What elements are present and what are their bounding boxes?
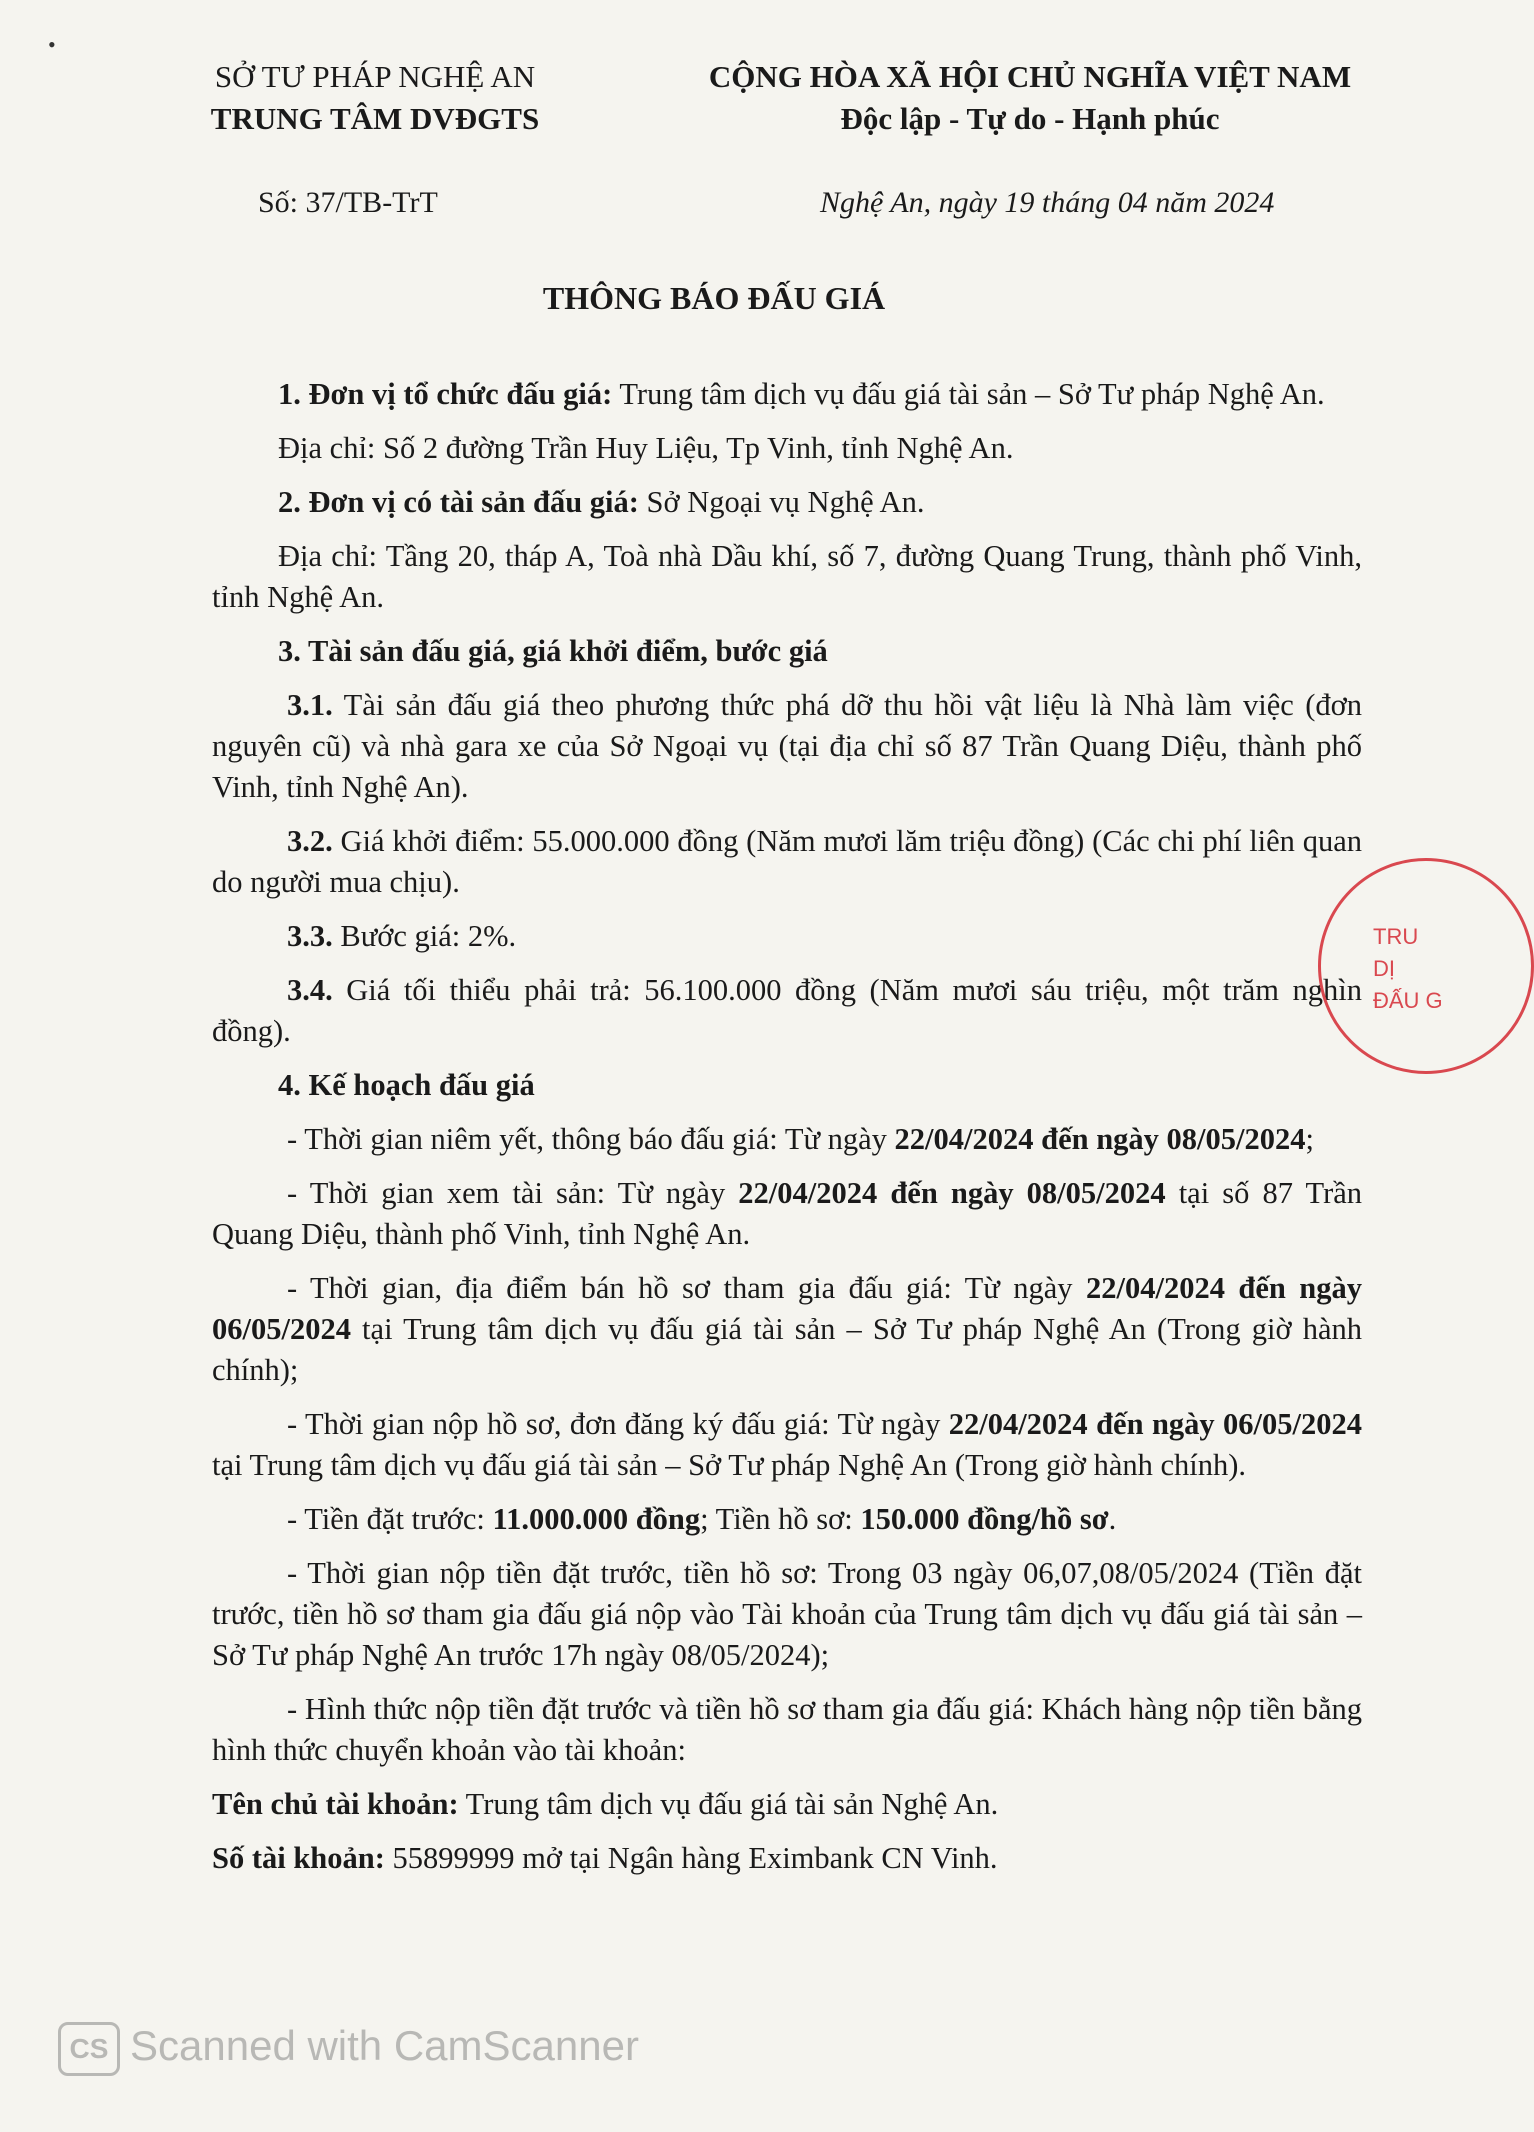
section-3-3-label: 3.3.	[287, 919, 333, 953]
section-3-2	[212, 821, 1362, 903]
document-title: THÔNG BÁO ĐẤU GIÁ	[542, 280, 886, 316]
plan-item-payment-method: - Hình thức nộp tiền đặt trước và tiền hồ sơ tham gia đấu giá: Khách hàng nộp tiền bằng hình thức chuyển khoản vào tài khoản:	[212, 1692, 1362, 1767]
section-1-label: 1. Đơn vị tổ chức đấu giá:	[278, 377, 613, 411]
section-3-1	[212, 685, 1362, 808]
seal-text	[1373, 921, 1443, 1017]
section-4-heading: 4. Kế hoạch đấu giá	[278, 1068, 535, 1102]
plan-item-text: - Tiền đặt trước:	[287, 1502, 493, 1536]
scan-mark: •	[48, 32, 56, 57]
plan-item-dates: 22/04/2024 đến ngày 06/05/2024	[948, 1407, 1362, 1441]
section-3-4-text: Giá tối thiểu phải trả: 56.100.000 đồng (Năm mươi sáu triệu, một trăm nghìn đồng).	[212, 973, 1362, 1048]
section-3-4	[212, 970, 1362, 1052]
issuer-department: SỞ TƯ PHÁP NGHỆ AN	[214, 59, 536, 94]
plan-item-text: - Thời gian niêm yết, thông báo đấu giá: Từ ngày	[287, 1122, 895, 1156]
account-name-value: Trung tâm dịch vụ đấu giá tài sản Nghệ An.	[458, 1787, 999, 1821]
plan-item-text: tại Trung tâm dịch vụ đấu giá tài sản – Sở Tư pháp Nghệ An (Trong giờ hành chính).	[212, 1448, 1247, 1482]
plan-item-dossier-sale	[212, 1268, 1362, 1391]
plan-item-viewing	[212, 1173, 1362, 1255]
section-3-2-label: 3.2.	[287, 824, 333, 858]
issuer-center: TRUNG TÂM DVĐGTS	[210, 101, 540, 136]
section-2	[212, 482, 1362, 523]
camscanner-logo-icon: CS	[58, 2022, 120, 2076]
national-title: CỘNG HÒA XÃ HỘI CHỦ NGHĨA VIỆT NAM	[708, 59, 1352, 94]
dossier-fee: 150.000 đồng/hồ sơ	[860, 1502, 1109, 1536]
account-name-label: Tên chủ tài khoản:	[212, 1787, 459, 1821]
account-name	[212, 1784, 1362, 1825]
plan-item-text: ;	[1305, 1122, 1314, 1156]
section-3-1-text: Tài sản đấu giá theo phương thức phá dỡ thu hồi vật liệu là Nhà làm việc (đơn nguyên cũ) và nhà gara xe của Sở Ngoại vụ (tại địa chỉ số 87 Trần Quang Diệu, thành phố Vinh, tỉnh Nghệ An).	[212, 688, 1362, 804]
plan-item-text: - Thời gian xem tài sản: Từ ngày	[287, 1176, 739, 1210]
section-3-3	[212, 916, 1362, 957]
section-1-address: Địa chỉ: Số 2 đường Trần Huy Liệu, Tp Vinh, tỉnh Nghệ An.	[278, 431, 1014, 465]
plan-item-text: - Thời gian, địa điểm bán hồ sơ tham gia đấu giá: Từ ngày	[287, 1271, 1086, 1305]
plan-item-text: .	[1108, 1502, 1117, 1536]
seal-line: TRU	[1373, 924, 1419, 949]
plan-item-dates: 22/04/2024 đến ngày 08/05/2024	[894, 1122, 1306, 1156]
section-3-heading: 3. Tài sản đấu giá, giá khởi điểm, bước giá	[278, 634, 828, 668]
section-2-text: Sở Ngoại vụ Nghệ An.	[638, 485, 925, 519]
section-1-text: Trung tâm dịch vụ đấu giá tài sản – Sở Tư pháp Nghệ An.	[612, 377, 1325, 411]
section-3-2-text: Giá khởi điểm: 55.000.000 đồng (Năm mươi lăm triệu đồng) (Các chi phí liên quan do người mua chịu).	[212, 824, 1362, 899]
scanner-watermark	[58, 2022, 639, 2076]
section-3-4-label: 3.4.	[287, 973, 333, 1007]
plan-item-deposit	[212, 1499, 1362, 1540]
document-body	[212, 374, 1362, 1892]
plan-item-dates: 22/04/2024 đến ngày 06/05/2024	[212, 1271, 1362, 1346]
plan-item-text: - Thời gian nộp hồ sơ, đơn đăng ký đấu giá: Từ ngày	[287, 1407, 949, 1441]
deposit-amount: 11.000.000 đồng	[492, 1502, 701, 1536]
account-number	[212, 1838, 1362, 1879]
plan-item-text: ; Tiền hồ sơ:	[700, 1502, 861, 1536]
plan-item-text: tại số 87 Trần Quang Diệu, thành phố Vinh, tỉnh Nghệ An.	[212, 1176, 1363, 1251]
section-3-1-label: 3.1.	[287, 688, 333, 722]
plan-item-text: tại Trung tâm dịch vụ đấu giá tài sản – Sở Tư pháp Nghệ An (Trong giờ hành chính);	[212, 1312, 1362, 1387]
seal-line: ĐẤU G	[1373, 988, 1443, 1013]
red-seal-stamp	[1318, 858, 1534, 1074]
issuer-header	[160, 56, 590, 140]
account-number-label: Số tài khoản:	[212, 1841, 385, 1875]
plan-item-payment-time: - Thời gian nộp tiền đặt trước, tiền hồ sơ: Trong 03 ngày 06,07,08/05/2024 (Tiền đặt trước, tiền hồ sơ tham gia đấu giá nộp vào Tài khoản của Trung tâm dịch vụ đấu giá tài sản – Sở Tư pháp Nghệ An trước 17h ngày 08/05/2024);	[212, 1556, 1362, 1672]
plan-item-listing	[212, 1119, 1362, 1160]
watermark-text: Scanned with CamScanner	[130, 2022, 639, 2070]
section-3-3-text: Bước giá: 2%.	[332, 919, 517, 953]
section-2-address: Địa chỉ: Tầng 20, tháp A, Toà nhà Dầu khí, số 7, đường Quang Trung, thành phố Vinh, tỉnh Nghệ An.	[212, 539, 1362, 614]
plan-item-registration	[212, 1404, 1362, 1486]
national-header	[660, 56, 1400, 140]
section-2-label: 2. Đơn vị có tài sản đấu giá:	[278, 485, 639, 519]
seal-line: DỊ	[1373, 956, 1395, 981]
national-motto: Độc lập - Tự do - Hạnh phúc	[840, 101, 1220, 136]
section-1	[212, 374, 1362, 415]
document-date: Nghệ An, ngày 19 tháng 04 năm 2024	[820, 186, 1275, 219]
account-number-value: 55899999 mở tại Ngân hàng Eximbank CN Vinh.	[384, 1841, 998, 1875]
document-number: Số: 37/TB-TrT	[258, 186, 438, 219]
plan-item-dates: 22/04/2024 đến ngày 08/05/2024	[738, 1176, 1166, 1210]
